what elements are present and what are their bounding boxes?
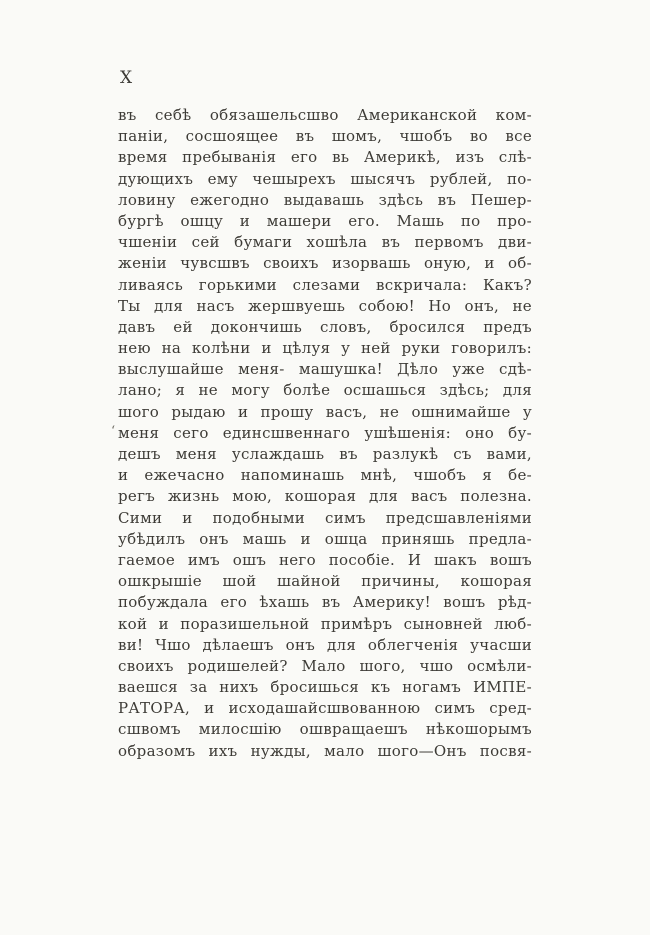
text-line: чшеніи сей бумаги хошѣла въ первомъ дви-	[118, 233, 532, 252]
text-line: ошкрышіе шой шайной причины, кошорая	[118, 572, 532, 591]
text-line: шого рыдаю и прошу васъ, не ошнимайше у	[118, 402, 532, 421]
text-line: Сими и подобными симъ предсшавленіями	[118, 508, 532, 527]
page-number: X	[120, 68, 133, 88]
text-line: и ежечасно напоминашь мнѣ, чшобъ я бе-	[118, 466, 532, 485]
text-line: дешъ меня услаждашь въ разлукѣ съ вами,	[118, 445, 532, 463]
text-line: гаемое имъ ошъ него пособіе. И шакъ вошъ	[118, 550, 532, 569]
text-line: ваешся за нихъ бросишься къ ногамъ ИМПЕ-	[118, 678, 532, 697]
text-line: въ себѣ обязашельсшво Американской ком-	[118, 106, 532, 124]
text-line: паніи, сосшоящее въ шомъ, чшобъ во все	[118, 127, 532, 146]
text-line: давъ ей докончишь словъ, бросился предъ	[118, 317, 532, 336]
text-line: женіи чувсшвъ своихъ изорвашь оную, и об-	[118, 254, 532, 273]
text-line: РАТОРА, и исходашайсшвованною симъ сред-	[118, 699, 532, 718]
text-line: кой и поразишельной примѣръ сыновней люб-	[118, 614, 532, 633]
text-line: бургѣ ошцу и машери его. Машь по про-	[118, 211, 532, 230]
text-line: ловину ежегодно выдавашь здѣсь въ Пешер-	[118, 190, 532, 209]
text-line: меня сего единсшвеннаго ушѣшенія: оно бу-	[118, 423, 532, 442]
text-line: нею на колѣни и цѣлуя у ней руки говорилъ:	[118, 339, 532, 358]
text-line: сшвомъ милосшію ошвращаешъ нѣкошорымъ	[118, 720, 532, 739]
text-line: убѣдилъ онъ машь и ошца приняшь предла-	[118, 529, 532, 548]
print-artifact: ‘	[111, 424, 116, 439]
text-line: образомъ ихъ нужды, мало шого—Онъ посвя-	[118, 741, 532, 760]
text-line: ви! Чшо дѣлаешъ онъ для облегченія учасши	[118, 635, 532, 654]
text-line: дующихъ ему чешырехъ шысячъ рублей, по-	[118, 169, 532, 188]
text-line: ливаясь горькими слезами вскричала: Какъ?	[118, 275, 532, 294]
text-line: время пребыванія его вь Америкѣ, изъ слѣ-	[118, 148, 532, 167]
text-line: регъ жизнь мою, кошорая для васъ полезна.	[118, 487, 532, 506]
text-line: побуждала его ѣхашь въ Америку! вошъ рѣд-	[118, 593, 532, 612]
page-text-block	[118, 105, 532, 762]
text-line: лано; я не могу болѣе осшашься здѣсь; для	[118, 381, 532, 400]
text-line: Ты для насъ жершвуешь собою! Но онъ, не	[118, 296, 532, 315]
text-line: выслушайше меня- машушка! Дѣло уже сдѣ-	[118, 360, 532, 379]
text-line: своихъ родишелей? Мало шого, чшо осмѣли-	[118, 656, 532, 675]
